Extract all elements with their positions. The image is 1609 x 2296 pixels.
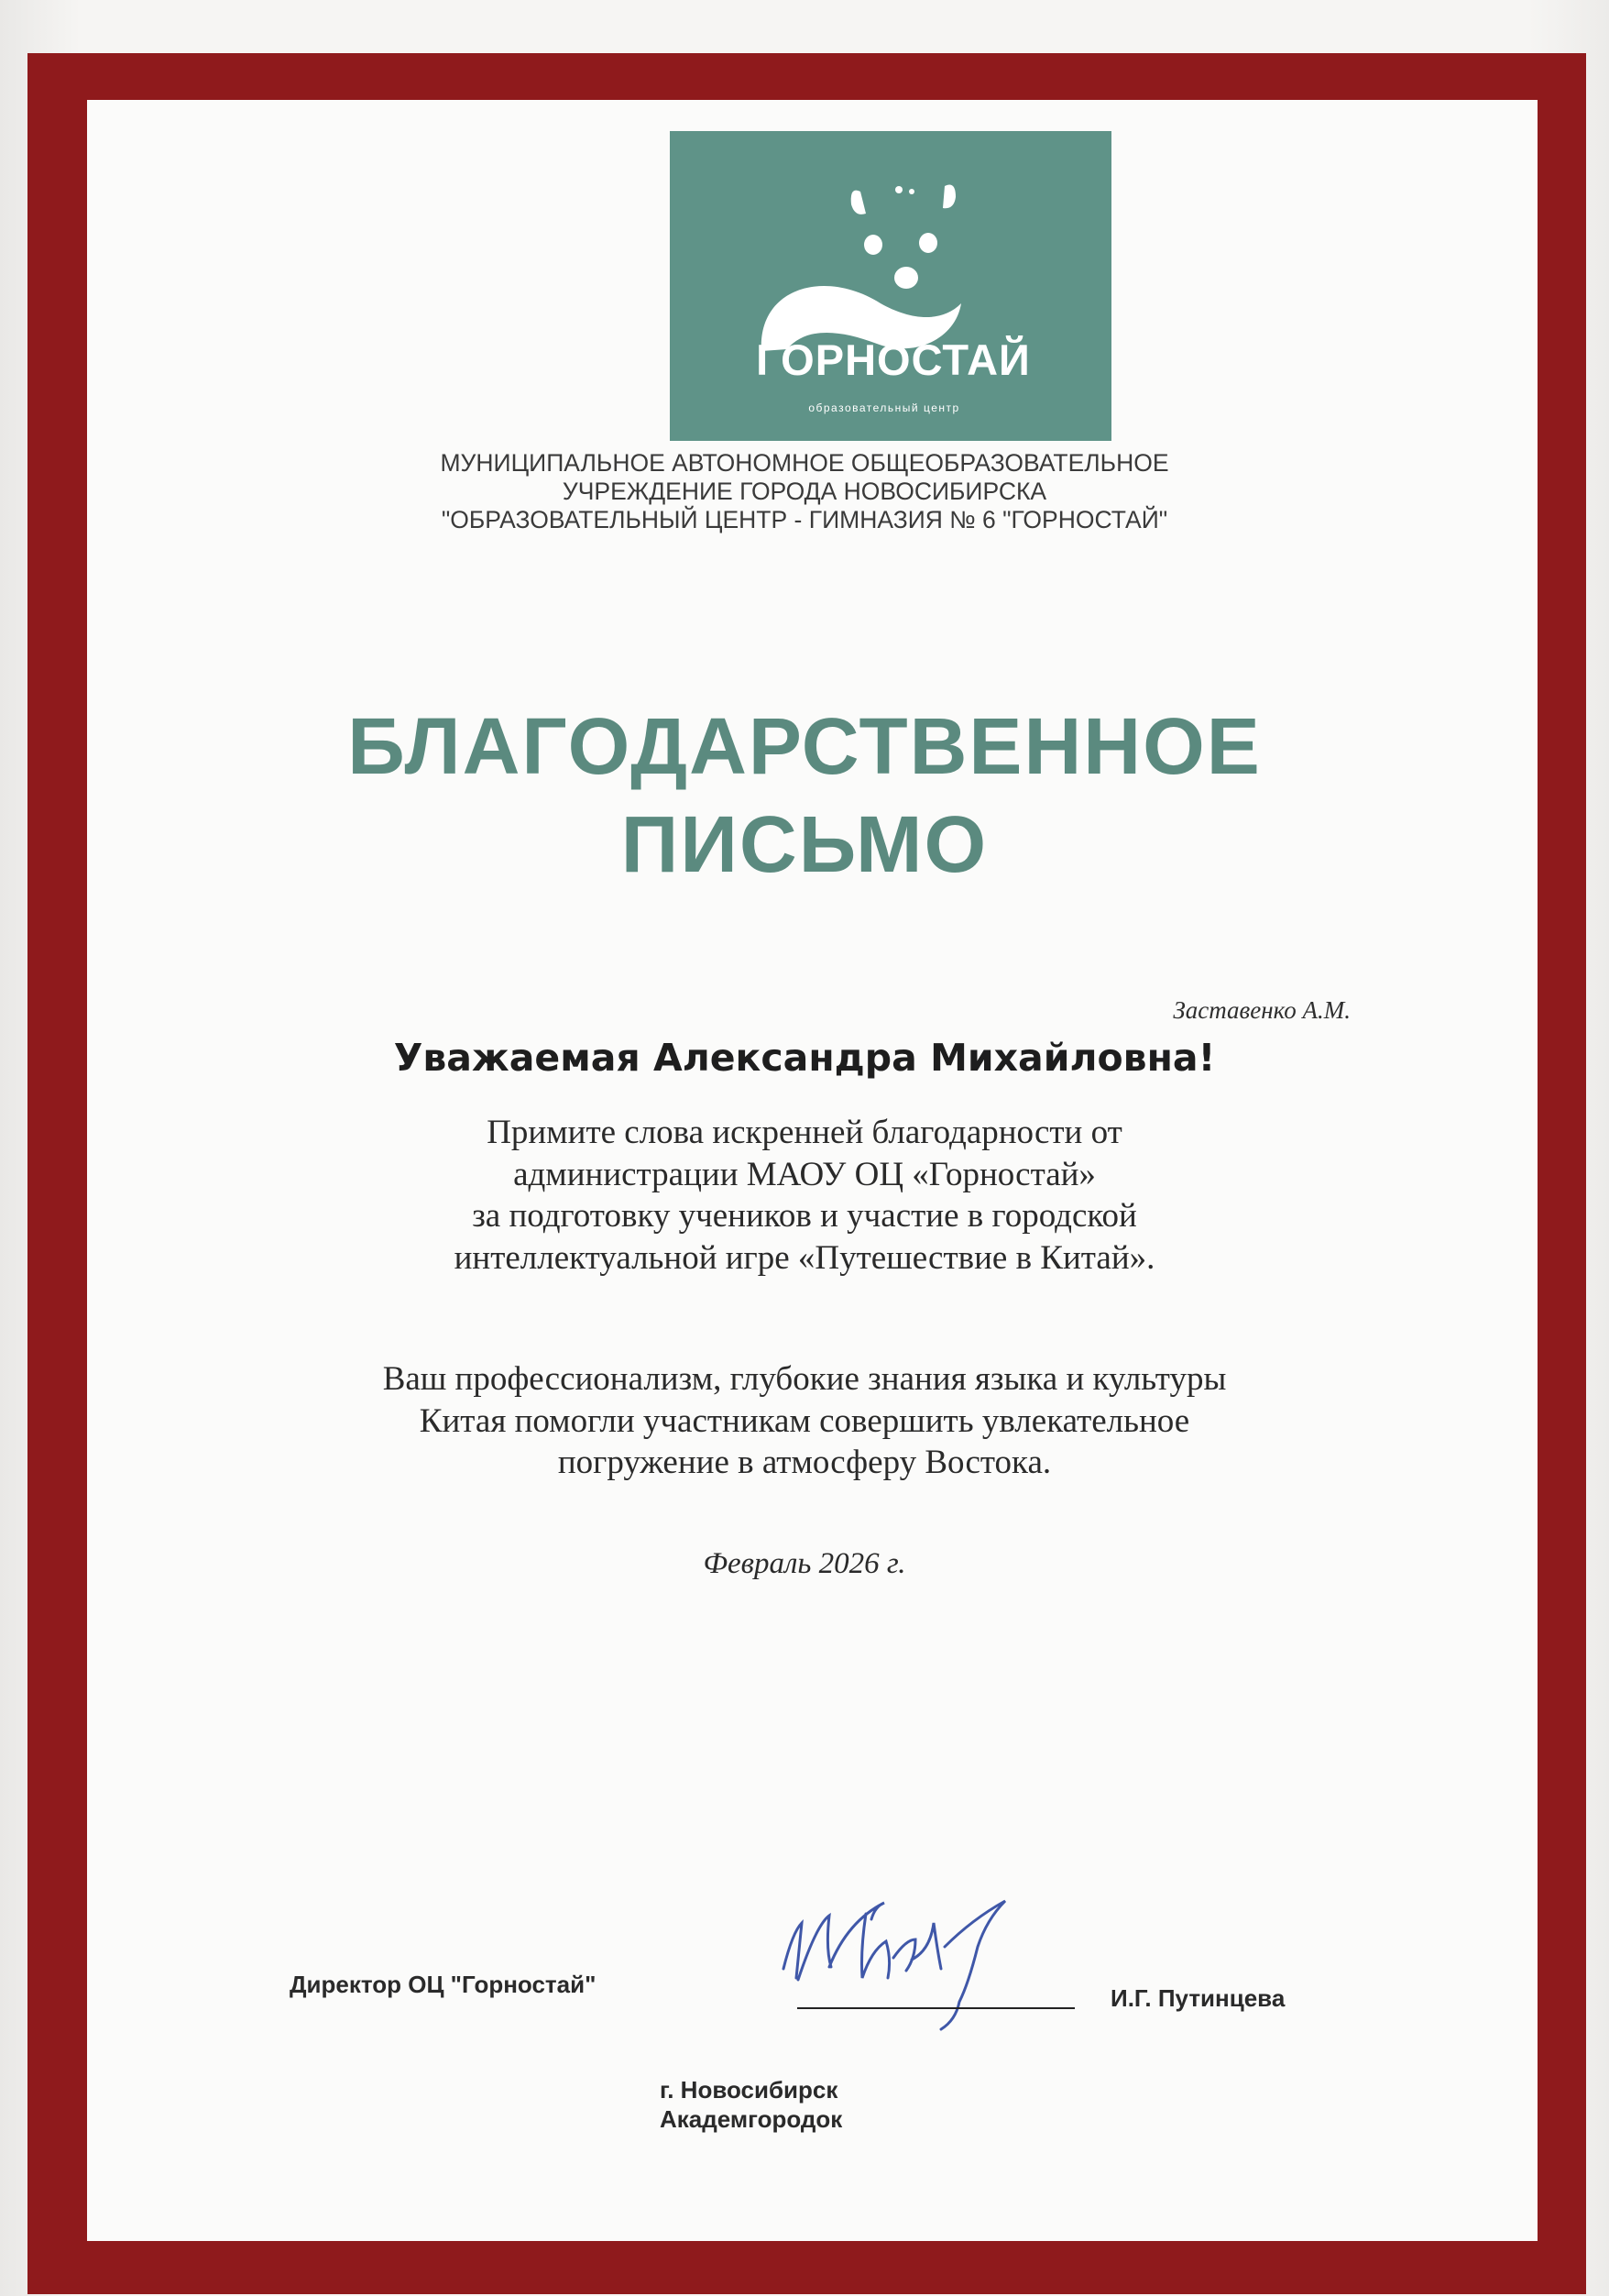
paragraph-line: Ваш профессионализм, глубокие знания языка и культуры	[382, 1360, 1227, 1398]
location-district: Академгородок	[660, 2105, 843, 2133]
organization-line: УЧРЕЖДЕНИЕ ГОРОДА НОВОСИБИРСКА	[562, 478, 1047, 505]
recipient-tag: Заставенко А.М.	[1173, 996, 1351, 1024]
director-position: Директор ОЦ "Горностай"	[290, 1971, 597, 1998]
signer-name: И.Г. Путинцева	[1111, 1984, 1286, 2012]
logo	[670, 131, 1111, 441]
paragraph-line: Китая помогли участникам совершить увлекательное	[419, 1401, 1190, 1440]
location-city: г. Новосибирск	[660, 2076, 838, 2104]
paragraph-line: погружение в атмосферу Востока.	[557, 1444, 1052, 1481]
logo-title: ГОРНОСТАЙ	[756, 335, 1031, 384]
location	[660, 2075, 842, 2134]
signature-line	[797, 2007, 1075, 2009]
document-title-line1: БЛАГОДАРСТВЕННОЕ	[347, 702, 1262, 791]
greeting: Уважаемая Александра Михайловна!	[393, 1036, 1216, 1080]
handwritten-signature	[765, 1859, 1058, 2042]
document-title-line2: ПИСЬМО	[620, 800, 989, 889]
paragraph-1	[0, 1112, 1609, 1279]
paragraph-line: за подготовку учеников и участие в городской	[472, 1197, 1137, 1235]
date: Февраль 2026 г.	[703, 1547, 906, 1580]
paragraph-line: Примите слова искренней благодарности от	[487, 1114, 1122, 1151]
logo-subtitle: образовательный центр	[808, 401, 960, 414]
paragraph-line: интеллектуальной игре «Путешествие в Китай».	[454, 1238, 1155, 1277]
organization-name	[0, 449, 1609, 534]
organization-line: МУНИЦИПАЛЬНОЕ АВТОНОМНОЕ ОБЩЕОБРАЗОВАТЕЛЬНОЕ	[440, 449, 1169, 477]
paragraph-line: администрации МАОУ ОЦ «Горностай»	[513, 1155, 1096, 1193]
organization-line: "ОБРАЗОВАТЕЛЬНЫЙ ЦЕНТР - ГИМНАЗИЯ № 6 "ГОРНОСТАЙ"	[441, 506, 1168, 533]
ermine-logo-icon	[670, 131, 1111, 441]
paragraph-2	[0, 1358, 1609, 1484]
